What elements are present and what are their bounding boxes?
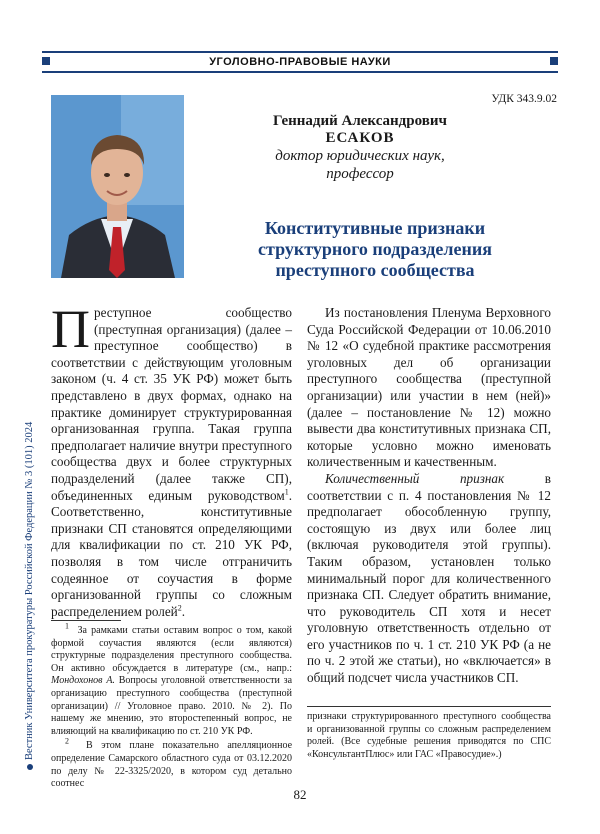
bullet-icon [27,764,33,770]
journal-name: Вестник Университета прокуратуры Российской Федерации № 3 (101) 2024 [24,421,35,760]
footnote-text: Вопросы уголовной ответственности за организацию преступного сообщества (преступной организации) // Уголовное право. 2010. № 2). По нашему же мнению, это второстепенный вопрос, не влияющий на квалификацию по ст. 210 УК РФ. [51,675,293,737]
footnote-number: 1 [65,621,69,631]
footnote-text: В этом плане показательно апелляционное определение Самарского областного суда от 03.12.2020 по делу № 22-3325/2020, в котором суд детально соотнес [51,740,293,790]
paragraph-text: . [181,603,186,619]
header-square-right [550,57,558,65]
footnote-author: Мондохонов А. [51,675,115,687]
footnotes-right [307,711,551,763]
author-rank: профессор [326,166,394,182]
author-degree: доктор юридических наук, [275,148,445,164]
title-line: преступного сообщества [275,260,475,280]
drop-cap: П [51,299,90,359]
page-number: 82 [293,787,307,802]
paragraph-text: реступное сообщество (преступная организация) (далее – преступное сообщество) в соответствии с действующим уголовным законом (ч. 4 ст. 35 УК РФ) может быть представлено в двух формах, однако на практике доминирует структурированная организованная группа. Такая группа предполагает наличие внутри преступного сообщества двух и более структурных подразделений (далее также СП), объединенных единым руководством [51,305,292,503]
footnote-continued: признаки структурированного преступного сообщества и организованной группы со сложным распределением ролей. (Все судебные решения приводятся по СПС «КонсультантПлюс» или ГАС «Правосудие».) [307,711,551,760]
body-column-left [51,299,292,620]
article-title [215,218,535,281]
paragraph-text: в соответствии с п. 4 постановления № 12 предполагает обособленную группу, состоящую из двух или более лиц (включая руководителя этой группы). Таким образом, установлен только минимальный порог для количественного признака СП. Следует обратить внимание, что руководитель СП хотя и несет уголовную ответственность отдельно от его участников по ч. 1 ст. 210 УК РФ (а не по ч. 2 этой же статьи), но «включается» в общий подсчет числа участников СП. [307,470,551,686]
title-line: Конститутивные признаки [264,218,486,238]
footnote-separator [307,706,551,707]
footnote-text: За рамками статьи оставим вопрос о том, какой формой соучастия являются (если являются) структурные подразделения преступного сообщества. Он активно обсуждается в литературе (см., напр.: [51,625,293,674]
paragraph [307,471,551,687]
author-block [210,113,510,183]
section-title: УГОЛОВНО-ПРАВОВЫЕ НАУКИ [209,56,391,68]
author-photo [51,95,184,278]
term-italic: Количественный признак [325,470,505,486]
paragraph: Из постановления Пленума Верховного Суда Российской Федерации от 10.06.2010 № 12 «О судебной практике рассмотрения уголовных дел об организации преступного сообщества (преступной организации) или участии в нем (ней)» (далее – постановление № 12) можно вывести два конститутивных признака СП, которые условно можно именовать количественным и качественным. [307,305,551,470]
paragraph-text: . Соответственно, конститутивные признаки СП становятся определяющими для квалификации по ст. 210 УК РФ, позволяя в том числе отграничить содеянное от соучастия в форме организованной группы со сложным распределением ролей [51,487,292,619]
author-first-name: Геннадий Александрович [273,113,447,129]
section-header-bar [42,51,558,73]
footnote [51,737,293,790]
footnote-ref[interactable]: 1 [284,487,289,497]
footnote [51,621,293,738]
author-portrait [51,95,184,278]
author-last-name: ЕСАКОВ [325,130,395,146]
paragraph [51,299,292,620]
footnotes-left [51,621,293,793]
footnote-number: 2 [65,737,69,747]
title-line: структурного подразделения [258,239,492,259]
body-column-right [307,305,551,687]
footnote-separator [51,620,121,621]
footnote-ref[interactable]: 2 [177,603,182,613]
header-square-left [42,57,50,65]
journal-running-title [24,422,35,770]
udk-code: УДК 343.9.02 [491,93,557,105]
